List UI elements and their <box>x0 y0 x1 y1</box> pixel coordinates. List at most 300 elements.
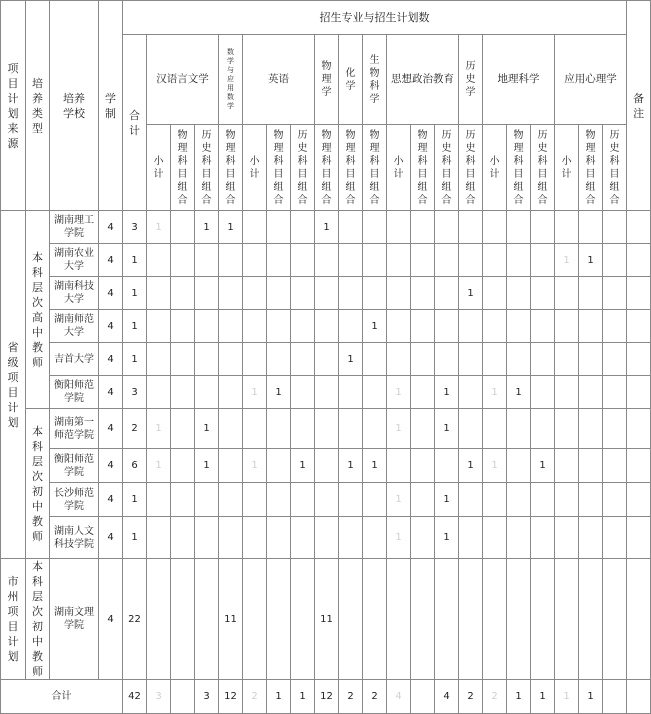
geo-phys-cell <box>507 211 531 244</box>
en-hist-cell: 1 <box>291 449 315 483</box>
cn-hist-cell: 3 <box>195 680 219 714</box>
geo-hist-cell <box>531 409 555 449</box>
major-geography: 地理科学 <box>483 35 555 125</box>
group-junior: 本科层次初中教师 <box>26 409 50 559</box>
geo-hist-cell <box>531 277 555 310</box>
group-senior: 本科层次高中教师 <box>26 211 50 409</box>
cn-phys-cell <box>171 211 195 244</box>
school-cell: 湖南理工学院 <box>50 211 99 244</box>
total-cell: 3 <box>123 376 147 409</box>
group-municipal: 市州项目计划 <box>1 559 26 680</box>
pol-subtotal-cell <box>387 310 411 343</box>
psy-hist-cell <box>603 277 627 310</box>
math-cell: 1 <box>219 211 243 244</box>
bio-cell <box>363 376 387 409</box>
table-row <box>1 343 651 376</box>
en-hist-cell <box>291 310 315 343</box>
en-subtotal-header: 小计 <box>243 125 267 211</box>
pol-hist-cell <box>435 244 459 277</box>
total-cell: 6 <box>123 449 147 483</box>
header-type: 培养类型 <box>26 1 50 211</box>
header-top-title: 招生专业与招生计划数 <box>123 1 627 35</box>
school-cell: 长沙师范学院 <box>50 483 99 517</box>
school-cell: 衡阳师范学院 <box>50 449 99 483</box>
psy-hist-cell <box>603 409 627 449</box>
group-provincial: 省级项目计划 <box>1 211 26 559</box>
table-row <box>1 277 651 310</box>
table-row <box>1 244 651 277</box>
en-subtotal-cell <box>243 559 267 680</box>
geo-hist-cell <box>531 376 555 409</box>
pol-hist-cell <box>435 343 459 376</box>
remark-cell <box>627 559 651 680</box>
chem-cell <box>339 310 363 343</box>
hist-cell <box>459 343 483 376</box>
geo-phys-cell <box>507 517 531 559</box>
en-subtotal-cell <box>243 517 267 559</box>
en-subtotal-cell <box>243 211 267 244</box>
chem-cell <box>339 559 363 680</box>
phys-cell: 11 <box>315 559 339 680</box>
hist-cell <box>459 376 483 409</box>
bio-cell <box>363 483 387 517</box>
school-cell: 吉首大学 <box>50 343 99 376</box>
chem-cell: 1 <box>339 343 363 376</box>
major-psychology: 应用心理学 <box>555 35 627 125</box>
major-english: 英语 <box>243 35 315 125</box>
phys-cell <box>315 343 339 376</box>
math-cell <box>219 483 243 517</box>
math-cell <box>219 244 243 277</box>
geo-phys-cell <box>507 343 531 376</box>
psy-phys-cell <box>579 449 603 483</box>
hist-cell <box>459 559 483 680</box>
geo-subtotal-cell <box>483 483 507 517</box>
cn-subtotal-header: 小计 <box>147 125 171 211</box>
pol-subtotal-cell: 1 <box>387 483 411 517</box>
years-cell: 4 <box>99 343 123 376</box>
chem-cell <box>339 376 363 409</box>
pol-phys-cell <box>411 449 435 483</box>
en-hist-cell <box>291 244 315 277</box>
table-row <box>1 310 651 343</box>
geo-subtotal-cell <box>483 409 507 449</box>
psy-subtotal-cell <box>555 559 579 680</box>
cn-phys-cell <box>171 559 195 680</box>
pol-hist-header: 历史科目组合 <box>435 125 459 211</box>
psy-hist-cell <box>603 680 627 714</box>
geo-phys-cell: 1 <box>507 376 531 409</box>
chem-cell <box>339 483 363 517</box>
phys-cell: 1 <box>315 211 339 244</box>
psy-subtotal-cell: 1 <box>555 680 579 714</box>
total-cell: 1 <box>123 343 147 376</box>
years-cell: 4 <box>99 244 123 277</box>
cn-phys-cell <box>171 376 195 409</box>
bio-cell <box>363 517 387 559</box>
pol-subtotal-cell <box>387 449 411 483</box>
total-cell: 1 <box>123 310 147 343</box>
school-cell: 湖南师范大学 <box>50 310 99 343</box>
remark-cell <box>627 517 651 559</box>
en-subtotal-cell <box>243 483 267 517</box>
en-phys-cell <box>267 559 291 680</box>
psy-phys-cell <box>579 559 603 680</box>
en-phys-cell <box>267 310 291 343</box>
en-phys-cell <box>267 409 291 449</box>
remark-cell <box>627 680 651 714</box>
en-phys-cell <box>267 517 291 559</box>
hist-cell: 2 <box>459 680 483 714</box>
en-phys-cell <box>267 449 291 483</box>
cn-phys-cell <box>171 517 195 559</box>
psy-subtotal-cell <box>555 483 579 517</box>
en-phys-cell <box>267 211 291 244</box>
psy-phys-cell <box>579 409 603 449</box>
en-subtotal-cell: 2 <box>243 680 267 714</box>
en-phys-cell: 1 <box>267 376 291 409</box>
chem-cell <box>339 244 363 277</box>
table-row <box>1 559 651 680</box>
math-cell <box>219 517 243 559</box>
pol-phys-cell <box>411 483 435 517</box>
phys-cell <box>315 517 339 559</box>
geo-hist-header: 历史科目组合 <box>531 125 555 211</box>
geo-hist-cell <box>531 343 555 376</box>
phys-cell <box>315 277 339 310</box>
en-hist-cell <box>291 559 315 680</box>
pol-hist-cell: 1 <box>435 483 459 517</box>
en-hist-cell <box>291 409 315 449</box>
math-cell <box>219 277 243 310</box>
school-cell: 湖南人文科技学院 <box>50 517 99 559</box>
cn-subtotal-cell: 1 <box>147 449 171 483</box>
table-row <box>1 376 651 409</box>
pol-phys-cell <box>411 343 435 376</box>
psy-subtotal-cell: 1 <box>555 244 579 277</box>
years-cell: 4 <box>99 517 123 559</box>
pol-phys-cell <box>411 211 435 244</box>
hist-cell <box>459 409 483 449</box>
psy-subtotal-cell <box>555 343 579 376</box>
pol-subtotal-cell <box>387 244 411 277</box>
cn-hist-header: 历史科目组合 <box>195 125 219 211</box>
geo-phys-cell <box>507 483 531 517</box>
geo-subtotal-cell: 1 <box>483 376 507 409</box>
pol-phys-cell <box>411 559 435 680</box>
psy-hist-cell <box>603 559 627 680</box>
psy-hist-cell <box>603 376 627 409</box>
cn-phys-cell <box>171 277 195 310</box>
cn-subtotal-cell: 3 <box>147 680 171 714</box>
math-cell <box>219 449 243 483</box>
hist-cell <box>459 310 483 343</box>
geo-subtotal-cell <box>483 343 507 376</box>
pol-phys-cell <box>411 517 435 559</box>
hist-cell <box>459 483 483 517</box>
psy-phys-cell <box>579 211 603 244</box>
psy-hist-cell <box>603 517 627 559</box>
en-subtotal-cell <box>243 244 267 277</box>
phys-phys-header: 物理科目组合 <box>315 125 339 211</box>
math-cell: 11 <box>219 559 243 680</box>
psy-phys-cell <box>579 343 603 376</box>
geo-hist-cell <box>531 559 555 680</box>
cn-hist-cell <box>195 277 219 310</box>
pol-phys-cell <box>411 680 435 714</box>
math-cell: 12 <box>219 680 243 714</box>
geo-hist-cell: 1 <box>531 680 555 714</box>
table-row <box>1 211 651 244</box>
major-chinese: 汉语言文学 <box>147 35 219 125</box>
en-hist-cell <box>291 211 315 244</box>
psy-subtotal-cell <box>555 211 579 244</box>
header-total: 合计 <box>123 35 147 211</box>
pol-subtotal-cell <box>387 211 411 244</box>
cn-hist-cell: 1 <box>195 211 219 244</box>
pol-subtotal-cell <box>387 277 411 310</box>
chem-cell <box>339 277 363 310</box>
phys-cell <box>315 449 339 483</box>
cn-phys-cell <box>171 449 195 483</box>
geo-phys-cell <box>507 409 531 449</box>
major-biology: 生物科学 <box>363 35 387 125</box>
geo-subtotal-cell: 1 <box>483 449 507 483</box>
pol-phys-header: 物理科目组合 <box>411 125 435 211</box>
totals-row <box>1 680 651 714</box>
geo-hist-cell <box>531 211 555 244</box>
math-cell <box>219 343 243 376</box>
chem-phys-header: 物理科目组合 <box>339 125 363 211</box>
phys-cell <box>315 409 339 449</box>
remark-cell <box>627 483 651 517</box>
en-hist-cell <box>291 517 315 559</box>
major-politics: 思想政治教育 <box>387 35 459 125</box>
major-math: 数学与应用数学 <box>219 35 243 125</box>
geo-subtotal-cell <box>483 559 507 680</box>
geo-phys-header: 物理科目组合 <box>507 125 531 211</box>
geo-subtotal-cell <box>483 211 507 244</box>
geo-subtotal-cell <box>483 517 507 559</box>
chem-cell: 1 <box>339 449 363 483</box>
header-years: 学制 <box>99 1 123 211</box>
geo-subtotal-header: 小计 <box>483 125 507 211</box>
total-cell: 1 <box>123 483 147 517</box>
pol-hist-cell: 1 <box>435 409 459 449</box>
en-subtotal-cell <box>243 409 267 449</box>
cn-subtotal-cell <box>147 483 171 517</box>
pol-phys-cell <box>411 244 435 277</box>
psy-subtotal-cell <box>555 277 579 310</box>
cn-subtotal-cell <box>147 277 171 310</box>
psy-hist-cell <box>603 244 627 277</box>
cn-phys-cell <box>171 244 195 277</box>
psy-phys-cell <box>579 483 603 517</box>
geo-hist-cell <box>531 483 555 517</box>
school-cell: 衡阳师范学院 <box>50 376 99 409</box>
pol-subtotal-cell: 4 <box>387 680 411 714</box>
hist-cell <box>459 517 483 559</box>
cn-phys-cell <box>171 680 195 714</box>
pol-hist-cell <box>435 449 459 483</box>
table-row <box>1 449 651 483</box>
en-subtotal-cell <box>243 277 267 310</box>
psy-hist-cell <box>603 449 627 483</box>
psy-subtotal-cell <box>555 517 579 559</box>
pol-subtotal-cell <box>387 343 411 376</box>
pol-hist-cell <box>435 559 459 680</box>
geo-hist-cell <box>531 244 555 277</box>
geo-subtotal-cell <box>483 310 507 343</box>
geo-hist-cell: 1 <box>531 449 555 483</box>
major-history: 历史学 <box>459 35 483 125</box>
pol-phys-cell <box>411 277 435 310</box>
en-phys-cell <box>267 244 291 277</box>
hist-cell: 1 <box>459 277 483 310</box>
remark-cell <box>627 310 651 343</box>
phys-cell <box>315 310 339 343</box>
cn-hist-cell <box>195 310 219 343</box>
hist-cell <box>459 244 483 277</box>
chem-cell: 2 <box>339 680 363 714</box>
en-hist-cell <box>291 376 315 409</box>
pol-phys-cell <box>411 376 435 409</box>
group-junior2: 本科层次初中教师 <box>26 559 50 680</box>
pol-subtotal-header: 小计 <box>387 125 411 211</box>
table-row <box>1 517 651 559</box>
psy-subtotal-cell <box>555 449 579 483</box>
psy-phys-header: 物理科目组合 <box>579 125 603 211</box>
psy-phys-cell <box>579 277 603 310</box>
cn-phys-cell <box>171 483 195 517</box>
years-cell: 4 <box>99 483 123 517</box>
totals-label: 合计 <box>1 680 123 714</box>
cn-hist-cell <box>195 517 219 559</box>
pol-phys-cell <box>411 409 435 449</box>
phys-cell <box>315 244 339 277</box>
en-subtotal-cell <box>243 343 267 376</box>
cn-phys-cell <box>171 409 195 449</box>
psy-phys-cell: 1 <box>579 680 603 714</box>
cn-subtotal-cell: 1 <box>147 211 171 244</box>
cn-hist-cell <box>195 483 219 517</box>
math-cell <box>219 310 243 343</box>
psy-phys-cell <box>579 517 603 559</box>
cn-hist-cell: 1 <box>195 409 219 449</box>
hist-hist-header: 历史科目组合 <box>459 125 483 211</box>
psy-subtotal-cell <box>555 310 579 343</box>
en-hist-header: 历史科目组合 <box>291 125 315 211</box>
phys-cell <box>315 483 339 517</box>
school-cell: 湖南农业大学 <box>50 244 99 277</box>
major-chemistry: 化学 <box>339 35 363 125</box>
bio-cell <box>363 244 387 277</box>
bio-cell <box>363 559 387 680</box>
school-cell: 湖南文理学院 <box>50 559 99 680</box>
cn-subtotal-cell: 1 <box>147 409 171 449</box>
remark-cell <box>627 211 651 244</box>
geo-phys-cell <box>507 449 531 483</box>
psy-hist-cell <box>603 310 627 343</box>
psy-subtotal-cell <box>555 376 579 409</box>
school-cell: 湖南科技大学 <box>50 277 99 310</box>
cn-hist-cell <box>195 376 219 409</box>
en-hist-cell <box>291 483 315 517</box>
psy-hist-cell <box>603 211 627 244</box>
geo-phys-cell <box>507 277 531 310</box>
major-physics: 物理学 <box>315 35 339 125</box>
pol-subtotal-cell: 1 <box>387 517 411 559</box>
header-remark: 备注 <box>627 1 651 211</box>
psy-hist-cell <box>603 483 627 517</box>
table-row <box>1 483 651 517</box>
geo-subtotal-cell: 2 <box>483 680 507 714</box>
cn-subtotal-cell <box>147 376 171 409</box>
geo-subtotal-cell <box>483 244 507 277</box>
total-cell: 1 <box>123 517 147 559</box>
geo-phys-cell: 1 <box>507 680 531 714</box>
geo-hist-cell <box>531 310 555 343</box>
bio-cell: 1 <box>363 449 387 483</box>
years-cell: 4 <box>99 409 123 449</box>
cn-hist-cell <box>195 343 219 376</box>
cn-subtotal-cell <box>147 517 171 559</box>
total-cell: 22 <box>123 559 147 680</box>
math-cell <box>219 409 243 449</box>
pol-hist-cell <box>435 211 459 244</box>
cn-subtotal-cell <box>147 244 171 277</box>
years-cell: 4 <box>99 449 123 483</box>
bio-cell <box>363 409 387 449</box>
geo-phys-cell <box>507 244 531 277</box>
en-phys-cell <box>267 343 291 376</box>
header-source: 项目计划来源 <box>1 1 26 211</box>
cn-subtotal-cell <box>147 343 171 376</box>
remark-cell <box>627 449 651 483</box>
cn-subtotal-cell <box>147 310 171 343</box>
math-phys-header: 物理科目组合 <box>219 125 243 211</box>
psy-hist-cell <box>603 343 627 376</box>
en-subtotal-cell <box>243 310 267 343</box>
school-cell: 湖南第一师范学院 <box>50 409 99 449</box>
cn-hist-cell <box>195 244 219 277</box>
hist-cell: 1 <box>459 449 483 483</box>
phys-cell <box>315 376 339 409</box>
total-cell: 42 <box>123 680 147 714</box>
pol-hist-cell: 1 <box>435 517 459 559</box>
hist-cell <box>459 211 483 244</box>
chem-cell <box>339 211 363 244</box>
cn-subtotal-cell <box>147 559 171 680</box>
psy-subtotal-header: 小计 <box>555 125 579 211</box>
remark-cell <box>627 343 651 376</box>
geo-subtotal-cell <box>483 277 507 310</box>
cn-hist-cell <box>195 559 219 680</box>
remark-cell <box>627 409 651 449</box>
pol-hist-cell <box>435 277 459 310</box>
geo-phys-cell <box>507 559 531 680</box>
pol-phys-cell <box>411 310 435 343</box>
psy-hist-header: 历史科目组合 <box>603 125 627 211</box>
en-phys-cell <box>267 277 291 310</box>
bio-phys-header: 物理科目组合 <box>363 125 387 211</box>
en-hist-cell <box>291 343 315 376</box>
cn-phys-cell <box>171 310 195 343</box>
pol-hist-cell <box>435 310 459 343</box>
cn-hist-cell: 1 <box>195 449 219 483</box>
pol-hist-cell: 1 <box>435 376 459 409</box>
psy-subtotal-cell <box>555 409 579 449</box>
